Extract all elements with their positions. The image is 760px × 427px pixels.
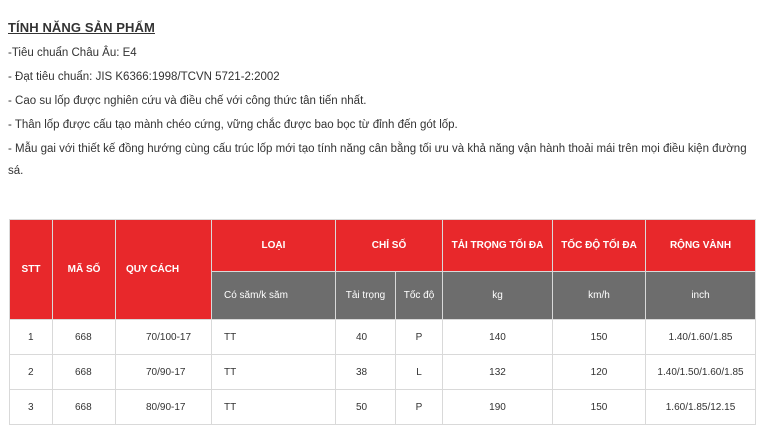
cell-toc-do: L (396, 355, 443, 390)
subheader-inch: inch (646, 272, 756, 320)
cell-ma-so: 668 (53, 355, 116, 390)
cell-stt: 2 (10, 355, 53, 390)
cell-toc-do: P (396, 390, 443, 425)
cell-stt: 3 (10, 390, 53, 425)
feature-line-carcass: - Thân lốp được cấu tạo mành chéo cứng, vững chắc được bao bọc từ đỉnh đến gót lốp. (8, 119, 458, 131)
cell-loai: TT (212, 320, 336, 355)
header-tai-trong: TẢI TRỌNG TỐI ĐA (443, 220, 553, 272)
cell-tai-trong: 38 (336, 355, 396, 390)
feature-line-tread: - Mẫu gai với thiết kế đồng hướng cùng cấu trúc lốp mới tạo tính năng cân bằng tối ưu và khả năng vận hành thoải mái trên mọi điều kiện đường sá. (8, 143, 747, 177)
subheader-loai: Có săm/k săm (212, 272, 336, 320)
cell-loai: TT (212, 390, 336, 425)
cell-kg: 140 (443, 320, 553, 355)
cell-inch: 1.60/1.85/12.15 (646, 390, 756, 425)
cell-kmh: 150 (553, 320, 646, 355)
header-rong-vanh: RỘNG VÀNH (646, 220, 756, 272)
cell-toc-do: P (396, 320, 443, 355)
subheader-kg: kg (443, 272, 553, 320)
cell-inch: 1.40/1.60/1.85 (646, 320, 756, 355)
cell-ma-so: 668 (53, 390, 116, 425)
cell-kmh: 150 (553, 390, 646, 425)
cell-kg: 132 (443, 355, 553, 390)
cell-loai: TT (212, 355, 336, 390)
cell-kg: 190 (443, 390, 553, 425)
cell-stt: 1 (10, 320, 53, 355)
header-row (10, 220, 756, 272)
product-features (8, 20, 753, 190)
table-row (10, 355, 756, 390)
cell-quy-cach: 70/90-17 (116, 355, 212, 390)
feature-line-standard: - Đạt tiêu chuẩn: JIS K6366:1998/TCVN 5721-2:2002 (8, 71, 280, 83)
cell-tai-trong: 50 (336, 390, 396, 425)
features-heading: TÍNH NĂNG SẢN PHẨM (8, 20, 155, 35)
cell-quy-cach: 70/100-17 (116, 320, 212, 355)
cell-kmh: 120 (553, 355, 646, 390)
header-quy-cach: QUY CÁCH (116, 220, 212, 320)
table-row (10, 390, 756, 425)
cell-inch: 1.40/1.50/1.60/1.85 (646, 355, 756, 390)
spec-table (9, 219, 756, 425)
subheader-toc-do: Tốc độ (396, 272, 443, 320)
subheader-tai-trong: Tải trọng (336, 272, 396, 320)
header-loai: LOẠI (212, 220, 336, 272)
cell-tai-trong: 40 (336, 320, 396, 355)
header-ma-so: MÃ SỐ (53, 220, 116, 320)
feature-line-eu-standard: -Tiêu chuẩn Châu Âu: E4 (8, 47, 137, 59)
table-row (10, 320, 756, 355)
cell-quy-cach: 80/90-17 (116, 390, 212, 425)
feature-line-rubber: - Cao su lốp được nghiên cứu và điều chế với công thức tân tiến nhất. (8, 95, 367, 107)
cell-ma-so: 668 (53, 320, 116, 355)
header-stt: STT (10, 220, 53, 320)
header-chi-so: CHỈ SỐ (336, 220, 443, 272)
subheader-kmh: km/h (553, 272, 646, 320)
header-toc-do: TỐC ĐỘ TỐI ĐA (553, 220, 646, 272)
